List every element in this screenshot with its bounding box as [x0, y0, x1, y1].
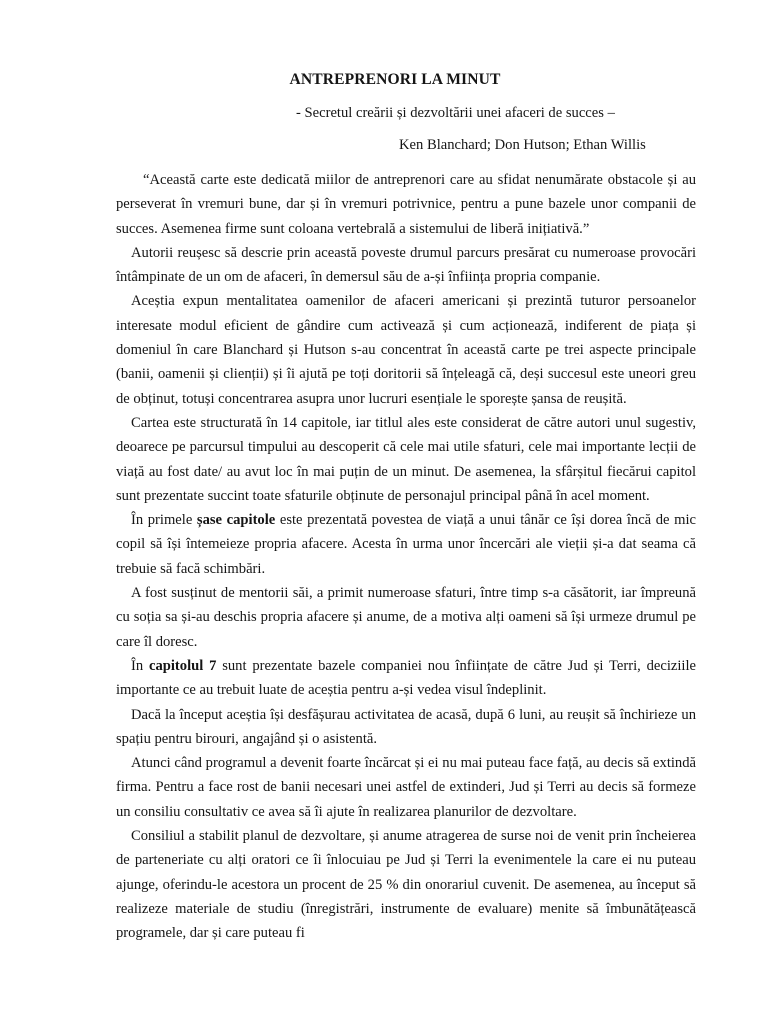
document-authors: Ken Blanchard; Don Hutson; Ethan Willis	[399, 137, 646, 153]
paragraph-firm-expansion: Atunci când programul a devenit foarte încărcat și ei nu mai puteau face față, au decis să extindă firma. Pentru a face rost de banii necesari unei astfel de extinderi, Jud și Terri au decis să formeze un consiliu consultativ ce avea să îi ajute în realizarea planurilor de dezvoltare.	[116, 755, 696, 820]
paragraph-development-plan: Consiliul a stabilit planul de dezvoltare, și anume atragerea de surse noi de venit prin încheierea de parteneriate cu alți oratori ce îi înlocuiau pe Jud și Terri la evenimentele la care ei nu puteau ajunge, oferindu-le acestora un procent de 25 % din onorariul cuvenit. De asemenea, au început să realizeze materiale de studiu (înregistrări, instrumente de evaluare) menite să îmbunătățească programele, dar și care puteau fi	[116, 828, 696, 942]
paragraph-authors-summary: Autorii reușesc să descrie prin această poveste drumul parcurs presărat cu numeroase provocări întâmpinate de un om de afaceri, în demersul său de a-și înființa propria companie.	[116, 244, 696, 286]
paragraph-text: sunt prezentate bazele companiei nou înființate de către Jud și Terri, deciziile importante ce au trebuit luate de aceștia pentru a-și vedea visul îndeplinit.	[116, 657, 697, 699]
paragraph-mentors-support: A fost susținut de mentorii săi, a primit numeroase sfaturi, între timp s-a căsătorit, iar împreună cu soția sa și-au deschis propria afacere și anume, de a motiva alți oameni să își urmeze drumul pe care îl doresc.	[116, 585, 696, 650]
document-title: ANTREPRENORI LA MINUT	[289, 71, 501, 88]
paragraph-dedication-quote: “Această carte este dedicată miilor de antreprenori care au sfidat nenumărate obstacole și au perseverat în vremuri bune, dar și în vremuri potrivnice, pentru a pune bazele unor companii de succes. Asemenea firme sunt coloana vertebrală a sistemului de liberă inițiativă.”	[116, 172, 696, 237]
paragraph-office-rental: Dacă la început aceștia își desfășurau activitatea de acasă, după 6 luni, au reușit să închirieze un spațiu pentru birouri, angajând și o asistentă.	[116, 706, 696, 747]
paragraph-first-six-chapters	[116, 508, 696, 581]
paragraph-text: În primele	[131, 512, 197, 529]
paragraph-book-structure: Cartea este structurată în 14 capitole, iar titlul ales este considerat de către autori unul sugestiv, deoarece pe parcursul timpului au descoperit că cele mai utile sfaturi, cele mai importante lecții de viață au fost date/ au avut loc în mai puțin de un minut. De asemenea, la sfârșitul fiecărui capitol sunt prezentate succint toate sfaturile obținute de personajul principal până în acel moment.	[116, 414, 696, 504]
document-body	[116, 168, 696, 946]
paragraph-text: În	[131, 657, 149, 674]
bold-phrase: capitolul 7	[148, 657, 217, 674]
bold-phrase: șase capitole	[196, 512, 276, 529]
paragraph-american-mentality: Aceștia expun mentalitatea oamenilor de afaceri americani și prezintă tuturor persoanelor interesate modul eficient de gândire cum activează și cum acționează, indiferent de piața și domeniul în care Blanchard și Hutson s-au concentrat în această carte pe trei aspecte principale (banii, oamenii și clienții) și îi ajută pe toți doritorii să înțeleagă că, deși succesul este uneori greu de obținut, totuși concentrarea asupra unor lucruri esențiale le sporește șansa de reușită.	[116, 293, 696, 407]
paragraph-chapter-seven	[116, 654, 696, 703]
paragraph-text: este prezentată povestea de viață a unui tânăr ce își dorea încă de mic copil să își întemeieze propria afacere. Acesta în urma unor încercări ale vieții și-a dat seama că trebuie să facă schimbări.	[116, 512, 696, 577]
document-subtitle: - Secretul creării și dezvoltării unei afaceri de succes –	[296, 105, 615, 121]
